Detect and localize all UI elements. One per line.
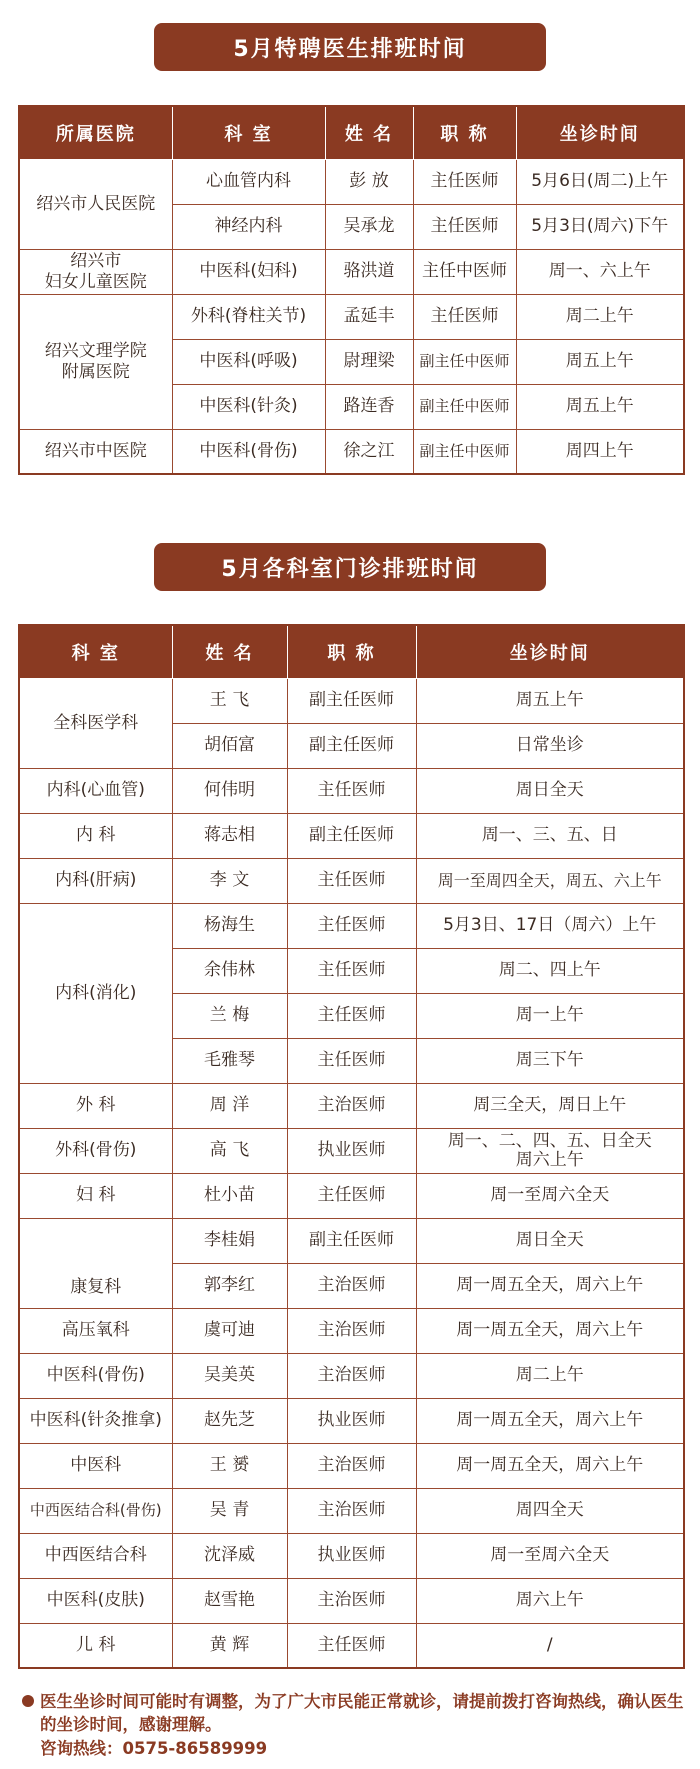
doctor-title-cell: 副主任医师 <box>287 813 416 858</box>
doctor-title-cell: 执业医师 <box>287 1128 416 1173</box>
table-row <box>19 858 684 903</box>
time-cell: 周日全天 <box>416 1218 684 1263</box>
dept-cell: 儿 科 <box>19 1623 172 1668</box>
header-name: 姓 名 <box>172 625 287 678</box>
specialist-schedule-table <box>18 105 685 475</box>
doctor-name-cell: 杜小苗 <box>172 1173 287 1218</box>
department-schedule-table <box>18 624 685 1669</box>
time-cell: 周三下午 <box>416 1038 684 1083</box>
table-row <box>19 813 684 858</box>
header-hospital: 所属医院 <box>19 106 172 159</box>
dept-cell: 心血管内科 <box>172 159 325 204</box>
time-cell: 周一周五全天，周六上午 <box>416 1398 684 1443</box>
doctor-title-cell: 主治医师 <box>287 1263 416 1308</box>
doctor-name-cell: 杨海生 <box>172 903 287 948</box>
header-time: 坐诊时间 <box>516 106 684 159</box>
doctor-title-cell: 副主任医师 <box>287 678 416 723</box>
header-dept: 科 室 <box>172 106 325 159</box>
time-cell: 周二上午 <box>416 1353 684 1398</box>
hospital-cell <box>19 249 172 294</box>
doctor-name-cell: 骆洪道 <box>325 249 413 294</box>
dept-cell: 康复科 <box>19 1218 172 1308</box>
doctor-name-cell: 何伟明 <box>172 768 287 813</box>
time-cell: 5月3日(周六)下午 <box>516 204 684 249</box>
table-row <box>19 1308 684 1353</box>
doctor-title-cell: 副主任中医师 <box>413 429 516 474</box>
doctor-title-cell: 主治医师 <box>287 1083 416 1128</box>
doctor-name-cell: 王 飞 <box>172 678 287 723</box>
doctor-name-cell: 高 飞 <box>172 1128 287 1173</box>
doctor-name-cell: 周 洋 <box>172 1083 287 1128</box>
dept-cell: 内科(消化) <box>19 903 172 1083</box>
time-cell: 周一至周六全天 <box>416 1173 684 1218</box>
table-row <box>19 294 684 339</box>
doctor-title-cell: 主任医师 <box>413 159 516 204</box>
dept-cell: 中医科(骨伤) <box>172 429 325 474</box>
table-row <box>19 1083 684 1128</box>
doctor-title-cell: 主任中医师 <box>413 249 516 294</box>
doctor-title-cell: 主任医师 <box>287 903 416 948</box>
table-row <box>19 1353 684 1398</box>
doctor-name-cell: 胡佰富 <box>172 723 287 768</box>
doctor-title-cell: 主治医师 <box>287 1308 416 1353</box>
bullet-dot-icon <box>22 1695 34 1707</box>
time-cell: 周四上午 <box>516 429 684 474</box>
table-row <box>19 429 684 474</box>
dept-cell: 外科(脊柱关节) <box>172 294 325 339</box>
header-title: 职 称 <box>287 625 416 678</box>
doctor-title-cell: 副主任中医师 <box>413 384 516 429</box>
doctor-title-cell: 主任医师 <box>287 948 416 993</box>
table-row <box>19 249 684 294</box>
time-cell: 周六上午 <box>416 1578 684 1623</box>
doctor-name-cell: 吴承龙 <box>325 204 413 249</box>
notice-block <box>22 1690 687 1760</box>
hospital-line: 绍兴市 <box>70 250 122 271</box>
hospital-line: 附属医院 <box>61 361 130 382</box>
time-cell <box>416 1128 684 1173</box>
notice-text: 医生坐诊时间可能时有调整，为了广大市民能正常就诊，请提前拨打咨询热线，确认医生的坐诊时间，感谢理解。 <box>40 1692 684 1735</box>
time-cell: 周一周五全天，周六上午 <box>416 1308 684 1353</box>
doctor-title-cell: 副主任医师 <box>287 1218 416 1263</box>
time-cell: 周五上午 <box>416 678 684 723</box>
dept-cell: 中西医结合科(骨伤) <box>19 1488 172 1533</box>
doctor-name-cell: 余伟林 <box>172 948 287 993</box>
doctor-name-cell: 黄 辉 <box>172 1623 287 1668</box>
doctor-name-cell: 虞可迪 <box>172 1308 287 1353</box>
doctor-title-cell: 主任医师 <box>287 1038 416 1083</box>
doctor-name-cell: 吴美英 <box>172 1353 287 1398</box>
time-cell: 周二、四上午 <box>416 948 684 993</box>
doctor-name-cell: 沈泽威 <box>172 1533 287 1578</box>
table-row <box>19 1488 684 1533</box>
doctor-title-cell: 主治医师 <box>287 1353 416 1398</box>
time-cell: 周一周五全天，周六上午 <box>416 1443 684 1488</box>
hospital-cell <box>19 294 172 429</box>
doctor-title-cell: 主任医师 <box>413 294 516 339</box>
doctor-name-cell: 蒋志相 <box>172 813 287 858</box>
doctor-name-cell: 徐之江 <box>325 429 413 474</box>
doctor-title-cell: 副主任中医师 <box>413 339 516 384</box>
time-line: 周一、二、四、五、日全天 <box>447 1130 652 1151</box>
doctor-title-cell: 主治医师 <box>287 1443 416 1488</box>
dept-cell: 中医科(骨伤) <box>19 1353 172 1398</box>
dept-cell: 神经内科 <box>172 204 325 249</box>
table-row <box>19 678 684 723</box>
table-header-row <box>19 106 684 159</box>
doctor-title-cell: 副主任医师 <box>287 723 416 768</box>
header-time: 坐诊时间 <box>416 625 684 678</box>
dept-cell: 全科医学科 <box>19 678 172 768</box>
doctor-title-cell: 执业医师 <box>287 1398 416 1443</box>
table-row <box>19 1443 684 1488</box>
time-cell: 周二上午 <box>516 294 684 339</box>
header-name: 姓 名 <box>325 106 413 159</box>
doctor-name-cell: 吴 青 <box>172 1488 287 1533</box>
time-cell: 周一、三、五、日 <box>416 813 684 858</box>
time-cell: 周三全天，周日上午 <box>416 1083 684 1128</box>
time-cell: 周日全天 <box>416 768 684 813</box>
section2-title-banner <box>154 543 546 591</box>
dept-cell: 中医科 <box>19 1443 172 1488</box>
doctor-title-cell: 主任医师 <box>287 993 416 1038</box>
table-row <box>19 1218 684 1263</box>
time-line: 周六上午 <box>515 1149 584 1170</box>
doctor-name-cell: 郭李红 <box>172 1263 287 1308</box>
table-row <box>19 768 684 813</box>
dept-cell: 中西医结合科 <box>19 1533 172 1578</box>
doctor-name-cell: 赵雪艳 <box>172 1578 287 1623</box>
time-cell: 周五上午 <box>516 384 684 429</box>
section2-title: 5月各科室门诊排班时间 <box>221 556 479 582</box>
dept-cell: 妇 科 <box>19 1173 172 1218</box>
time-cell: 周一周五全天，周六上午 <box>416 1263 684 1308</box>
doctor-name-cell: 李桂娟 <box>172 1218 287 1263</box>
doctor-title-cell: 主任医师 <box>287 768 416 813</box>
time-cell: 周一至周四全天，周五、六上午 <box>416 858 684 903</box>
table-row <box>19 1578 684 1623</box>
hotline-text: 咨询热线：0575-86589999 <box>40 1738 268 1758</box>
section1-title-banner <box>154 23 546 71</box>
doctor-title-cell: 主任医师 <box>287 1173 416 1218</box>
doctor-title-cell: 主治医师 <box>287 1488 416 1533</box>
dept-cell: 中医科(皮肤) <box>19 1578 172 1623</box>
time-cell: 周一至周六全天 <box>416 1533 684 1578</box>
header-title: 职 称 <box>413 106 516 159</box>
doctor-name-cell: 李 文 <box>172 858 287 903</box>
doctor-title-cell: 主治医师 <box>287 1578 416 1623</box>
time-cell: 5月3日、17日（周六）上午 <box>416 903 684 948</box>
table-row <box>19 1398 684 1443</box>
table-row <box>19 159 684 204</box>
time-cell: 周五上午 <box>516 339 684 384</box>
table-row <box>19 903 684 948</box>
table-row <box>19 1173 684 1218</box>
table-row <box>19 1623 684 1668</box>
section1-title: 5月特聘医生排班时间 <box>233 36 467 62</box>
dept-cell: 中医科(针灸推拿) <box>19 1398 172 1443</box>
time-cell: / <box>416 1623 684 1668</box>
hospital-cell: 绍兴市中医院 <box>19 429 172 474</box>
hospital-line: 绍兴文理学院 <box>44 340 147 361</box>
doctor-title-cell: 主任医师 <box>413 204 516 249</box>
doctor-name-cell: 孟延丰 <box>325 294 413 339</box>
doctor-name-cell: 路连香 <box>325 384 413 429</box>
hospital-cell: 绍兴市人民医院 <box>19 159 172 249</box>
dept-cell: 内 科 <box>19 813 172 858</box>
time-cell: 周四全天 <box>416 1488 684 1533</box>
table-row <box>19 1128 684 1173</box>
time-cell: 周一上午 <box>416 993 684 1038</box>
dept-cell: 中医科(针灸) <box>172 384 325 429</box>
doctor-title-cell: 执业医师 <box>287 1533 416 1578</box>
dept-cell: 高压氧科 <box>19 1308 172 1353</box>
dept-cell: 外 科 <box>19 1083 172 1128</box>
time-cell: 5月6日(周二)上午 <box>516 159 684 204</box>
doctor-name-cell: 赵先芝 <box>172 1398 287 1443</box>
table-header-row <box>19 625 684 678</box>
dept-cell: 内科(心血管) <box>19 768 172 813</box>
doctor-name-cell: 兰 梅 <box>172 993 287 1038</box>
doctor-title-cell: 主任医师 <box>287 1623 416 1668</box>
table-row <box>19 1533 684 1578</box>
dept-cell: 内科(肝病) <box>19 858 172 903</box>
time-cell: 日常坐诊 <box>416 723 684 768</box>
hospital-line: 妇女儿童医院 <box>44 271 147 292</box>
doctor-name-cell: 王 赟 <box>172 1443 287 1488</box>
doctor-name-cell: 毛雅琴 <box>172 1038 287 1083</box>
dept-cell: 中医科(呼吸) <box>172 339 325 384</box>
time-cell: 周一、六上午 <box>516 249 684 294</box>
doctor-title-cell: 主任医师 <box>287 858 416 903</box>
header-dept: 科 室 <box>19 625 172 678</box>
dept-cell: 外科(骨伤) <box>19 1128 172 1173</box>
doctor-name-cell: 尉理梁 <box>325 339 413 384</box>
doctor-name-cell: 彭 放 <box>325 159 413 204</box>
dept-cell: 中医科(妇科) <box>172 249 325 294</box>
